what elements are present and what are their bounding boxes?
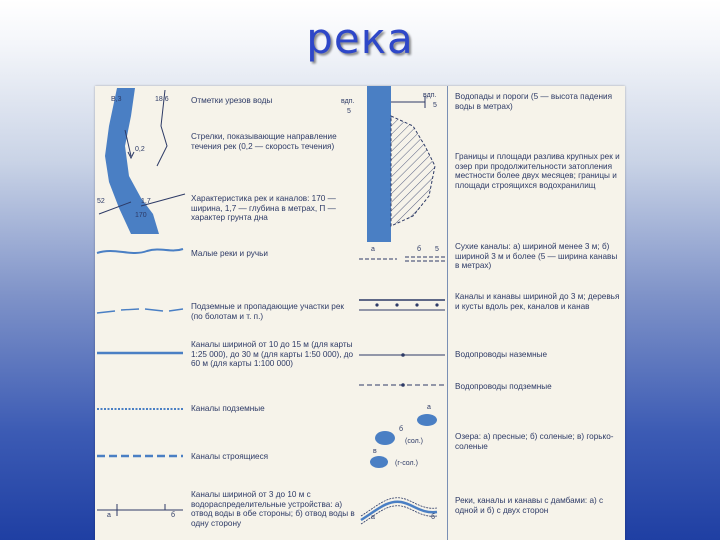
slide-title: река	[306, 14, 414, 63]
waterfall-height-a: 5	[347, 108, 351, 115]
underground-canals-desc: Каналы подземные	[191, 404, 265, 413]
dam-rivers-desc: Реки, каналы и канавы с дамбами: а) с одной и б) с двух сторон	[455, 496, 604, 515]
distribution-canals-desc: Каналы шириной от 3 до 10 м с водораспределительные устройства: а) отвод воды в обе стороны; б) отвод воды в одну сторону	[191, 490, 355, 528]
ditches-trees-desc: Каналы и канавы шириной до 3 м; деревья и кусты вдоль рек, каналов и канав	[455, 292, 620, 311]
small-river-symbol	[95, 241, 185, 261]
water-level-label-a: В,3	[111, 96, 122, 103]
flood-boundaries-desc: Границы и площади разлива крупных рек и озер при продолжительности затопления местности более двух месяцев; границы и площади строящихся водохранилищ	[455, 152, 620, 190]
small-rivers-desc: Малые реки и ручьи	[191, 249, 269, 258]
river-width-label: 170	[135, 212, 147, 219]
river-characteristics-desc: Характеристика рек и каналов: 170 — ширина, 1,7 — глубина в метрах, П — характер грунта дна	[191, 194, 336, 223]
dam-label-b: б	[431, 514, 436, 521]
flood-area-symbol	[363, 86, 453, 246]
width-label: 52	[97, 198, 105, 205]
legend-sheet	[95, 86, 625, 540]
surface-pipes-desc: Водопроводы наземные	[455, 350, 548, 359]
construction-canals-desc: Каналы строящиеся	[191, 452, 269, 461]
water-level-desc: Отметки урезов воды	[191, 96, 273, 105]
canals-desc: Каналы шириной от 10 до 15 м (для карты 1:25 000), до 30 м (для карты 1:50 000), до 60 м (для карты 1:100 000)	[191, 340, 354, 369]
ditch-trees-symbol	[357, 294, 447, 318]
canal-symbol	[95, 348, 185, 358]
dry-canal-symbol	[357, 252, 447, 266]
flow-arrows-desc: Стрелки, показывающие направление течения рек (0,2 — скорость течения)	[191, 132, 337, 151]
lake-label-c: в	[373, 448, 377, 455]
underground-pipe-symbol	[357, 380, 447, 390]
dry-canals-desc: Сухие каналы: а) шириной менее 3 м; б) шириной 3 м и более (5 — ширина канавы в метрах)	[455, 242, 618, 271]
distribution-canal-symbol	[95, 496, 185, 526]
waterfall-label-b: вдп.	[423, 92, 437, 99]
construction-canal-symbol	[95, 451, 185, 461]
waterfalls-desc: Водопады и пороги (5 — высота падения воды в метрах)	[455, 92, 613, 111]
dry-canal-label-b: б	[417, 246, 422, 253]
lake-bitter-salt-label: (г-сол.)	[395, 460, 418, 467]
dry-canal-width-label: 5	[435, 246, 439, 253]
lake-salt-label: (сол.)	[405, 438, 424, 445]
underground-rivers-desc: Подземные и пропадающие участки рек (по болотам и т. п.)	[191, 302, 344, 321]
surface-pipe-symbol	[357, 350, 447, 360]
dam-label-a: а	[371, 514, 375, 521]
waterfall-height-b: 5	[433, 102, 437, 109]
waterfall-label-a: вдп.	[341, 98, 355, 105]
lake-label-a: а	[427, 404, 431, 411]
speed-label: 0,2	[135, 146, 145, 153]
water-level-label-b: 18,6	[155, 96, 169, 103]
depth-label: 1,7	[141, 198, 151, 205]
lakes-desc: Озера: а) пресные; б) соленые; в) горько-соленые	[455, 432, 614, 451]
lake-label-b: б	[399, 426, 404, 433]
underground-river-symbol	[95, 301, 185, 321]
label-b: б	[171, 512, 176, 519]
underground-canal-symbol	[95, 404, 185, 414]
dry-canal-label-a: а	[371, 246, 375, 253]
underground-pipes-desc: Водопроводы подземные	[455, 382, 552, 391]
label-a: а	[107, 512, 111, 519]
